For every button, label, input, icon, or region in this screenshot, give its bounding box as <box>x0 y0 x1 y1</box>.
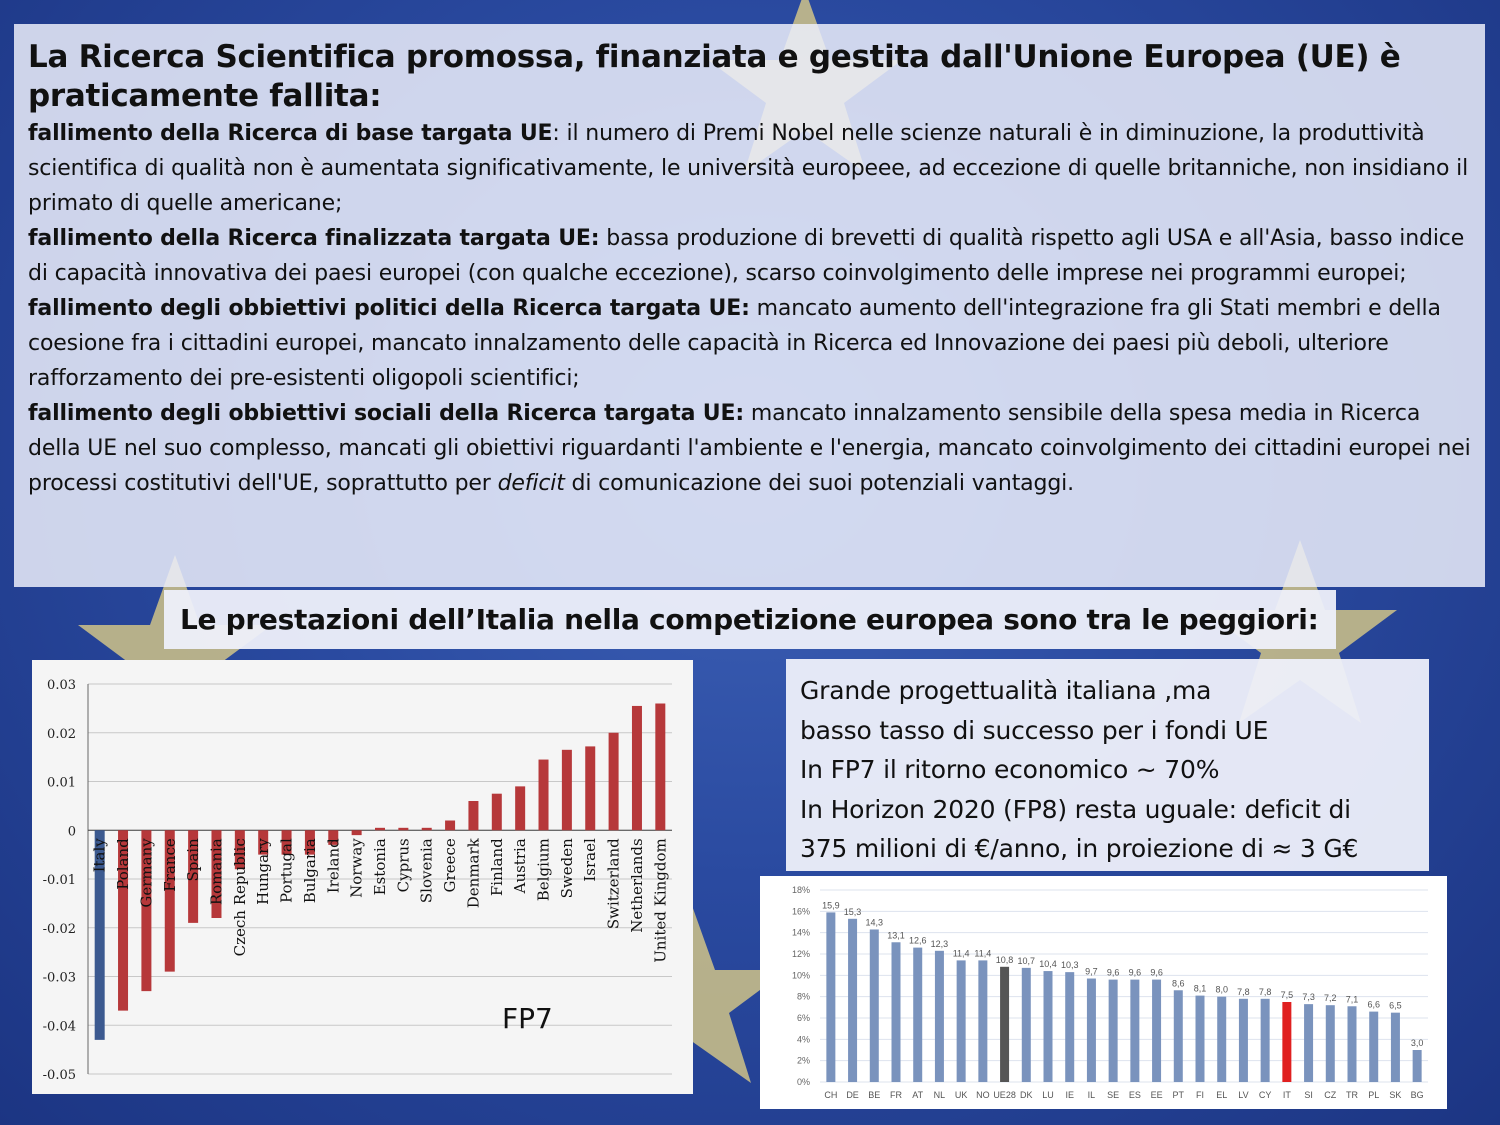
x-tick-label: Sweden <box>557 838 576 899</box>
bar <box>1000 967 1009 1082</box>
x-tick-label: CH <box>824 1090 838 1100</box>
value-label: 12,6 <box>908 935 927 946</box>
bar <box>1326 1005 1335 1082</box>
paragraph-body-end: di comunicazione dei suoi potenziali vantaggi. <box>564 471 1074 496</box>
paragraph-body: : il numero di Premi Nobel nelle scienze naturali è in diminuzione, la produttività scientifica di qualità non è aumentata significativamente, le università europeee, ad eccezione di quelle britanniche, non insidiano il primato di quelle americane; <box>28 121 1469 216</box>
bar <box>1369 1012 1378 1082</box>
paragraph-body: mancato aumento dell'integrazione fra gli Stati membri e della coesione fra i cittadini europei, mancato innalzamento delle capacità in Ricerca ed Innovazione dei paesi più deboli, ulteriore rafforzamento dei pre-esistenti oligopoli scientifici; <box>28 296 1441 391</box>
paragraph-body: mancato innalzamento sensibile della spesa media in Ricerca della UE nel suo complesso, mancati gli obiettivi riguardanti l'ambiente e l'energia, mancato coinvolgimento dei cittadini europei nei processi costitutivi dell'UE, soprattutto per <box>28 401 1471 496</box>
x-tick-label: Switzerland <box>604 838 623 930</box>
bar <box>913 948 922 1082</box>
x-tick-label: Israel <box>581 838 600 882</box>
bar <box>585 746 595 830</box>
y-tick-label: 2% <box>796 1055 810 1066</box>
bar <box>935 951 944 1082</box>
x-tick-label: NO <box>976 1090 990 1100</box>
y-tick-label: -0.02 <box>42 921 76 937</box>
bar <box>870 929 879 1082</box>
bar <box>1109 980 1118 1082</box>
x-tick-label: TR <box>1346 1090 1358 1100</box>
value-label: 7,8 <box>1237 986 1250 997</box>
x-tick-label: IT <box>1282 1090 1291 1100</box>
bar <box>562 750 572 830</box>
x-tick-label: Portugal <box>277 838 296 903</box>
value-label: 15,3 <box>843 906 862 917</box>
value-label: 10,3 <box>1060 960 1079 971</box>
value-label: 9,6 <box>1150 967 1163 978</box>
x-tick-label: Norway <box>347 838 366 898</box>
paragraph-lead: fallimento della Ricerca di base targata UE <box>28 121 553 146</box>
x-tick-label: UK <box>954 1090 968 1100</box>
x-tick-label: Austria <box>511 838 530 894</box>
bar <box>515 786 525 830</box>
y-tick-label: 14% <box>791 927 810 938</box>
x-tick-label: Netherlands <box>627 838 646 933</box>
y-tick-label: 18% <box>791 885 810 895</box>
x-tick-label: DE <box>846 1090 859 1100</box>
value-label: 6,6 <box>1367 999 1380 1010</box>
x-tick-label: EL <box>1216 1090 1228 1100</box>
value-label: 10,7 <box>1017 955 1036 966</box>
x-tick-label: CZ <box>1324 1090 1337 1100</box>
bar <box>848 919 857 1082</box>
x-tick-label: PL <box>1368 1090 1380 1100</box>
paragraph-applied-research <box>28 221 1471 291</box>
y-tick-label: 16% <box>791 906 810 917</box>
info-line: In FP7 il ritorno economico ~ 70% <box>800 755 1220 784</box>
value-label: 11,4 <box>974 948 992 959</box>
x-tick-label: Spain <box>184 838 203 882</box>
value-label: 13,1 <box>887 930 905 941</box>
bar <box>609 733 619 831</box>
bar <box>468 801 478 830</box>
x-tick-label: Romania <box>207 838 226 906</box>
x-tick-label: BE <box>868 1090 881 1100</box>
bar <box>1239 999 1248 1082</box>
y-tick-label: -0.03 <box>42 970 76 986</box>
y-tick-label: 0% <box>796 1077 810 1087</box>
bar <box>1348 1006 1357 1082</box>
paragraph-italic: deficit <box>497 471 565 496</box>
bar <box>1261 999 1270 1082</box>
fp7-chart-panel <box>32 660 693 1094</box>
paragraph-lead: fallimento della Ricerca finalizzata targata UE: <box>28 226 600 251</box>
bar <box>1152 980 1161 1082</box>
x-tick-label: Denmark <box>464 838 483 909</box>
x-tick-label: CY <box>1258 1090 1272 1100</box>
y-tick-label: 8% <box>796 991 810 1002</box>
value-label: 8,0 <box>1215 984 1228 995</box>
value-label: 9,7 <box>1085 966 1098 977</box>
x-tick-label: SE <box>1107 1090 1120 1100</box>
x-tick-label: PT <box>1172 1090 1185 1100</box>
x-tick-label: Estonia <box>371 838 389 896</box>
bar <box>492 794 502 831</box>
x-tick-label: Bulgaria <box>300 838 319 904</box>
main-heading: La Ricerca Scientifica promossa, finanziata e gestita dall'Unione Europea (UE) è praticamente fallita: <box>28 39 1401 114</box>
info-box <box>786 659 1429 871</box>
info-line: Grande progettualità italiana ,ma <box>800 676 1212 705</box>
x-tick-label: Poland <box>114 838 133 890</box>
bar <box>539 760 549 831</box>
x-tick-label: SI <box>1304 1090 1313 1100</box>
y-tick-label: 4% <box>796 1034 810 1045</box>
x-tick-label: DK <box>1020 1090 1033 1100</box>
y-tick-label: -0.01 <box>42 873 76 888</box>
value-label: 10,8 <box>995 954 1014 965</box>
x-tick-label: Finland <box>487 838 506 897</box>
summary-panel <box>14 24 1485 587</box>
x-tick-label: UE28 <box>993 1090 1016 1100</box>
x-tick-label: IL <box>1087 1090 1096 1100</box>
y-tick-label: 0 <box>67 824 76 840</box>
value-label: 7,2 <box>1324 993 1337 1004</box>
x-tick-label: SK <box>1389 1090 1402 1100</box>
bar <box>1065 972 1074 1082</box>
bar <box>445 821 455 831</box>
y-tick-label: -0.04 <box>42 1019 76 1035</box>
x-tick-label: FI <box>1196 1090 1204 1100</box>
x-tick-label: Slovenia <box>417 838 436 904</box>
y-tick-label: 6% <box>796 1013 810 1023</box>
value-label: 9,6 <box>1106 967 1120 978</box>
info-line: basso tasso di successo per i fondi UE <box>800 715 1269 745</box>
subtitle-box <box>164 590 1336 649</box>
bar <box>398 828 408 830</box>
value-label: 10,4 <box>1039 959 1057 970</box>
paragraph-body: bassa produzione di brevetti di qualità rispetto agli USA e all'Asia, basso indice di capacità innovativa dei paesi europei (con qualche eccezione), scarso coinvolgimento delle imprese nei programmi europei; <box>28 226 1465 286</box>
y-tick-label: -0.05 <box>42 1068 76 1083</box>
paragraph-lead: fallimento degli obbiettivi sociali della Ricerca targata UE: <box>28 401 745 426</box>
h2020-chart-panel <box>760 876 1447 1109</box>
value-label: 7,8 <box>1258 986 1272 997</box>
paragraph-social-goals <box>28 396 1471 501</box>
bar <box>632 706 642 830</box>
x-tick-label: Ireland <box>324 838 343 894</box>
bar <box>957 960 966 1082</box>
y-tick-label: 0.02 <box>47 726 76 742</box>
bar <box>422 828 432 830</box>
y-tick-label: 0.03 <box>47 678 76 693</box>
value-label: 8,6 <box>1172 978 1185 989</box>
h2020-success-rate-chart <box>760 876 1447 1109</box>
bar <box>1217 997 1226 1082</box>
value-label: 7,3 <box>1302 992 1315 1003</box>
value-label: 9,6 <box>1128 967 1142 978</box>
bar <box>1196 996 1205 1082</box>
x-tick-label: France <box>160 838 179 892</box>
bar <box>1174 990 1183 1082</box>
info-line: 375 milioni di €/anno, in proiezione di ≈ 3 G€ <box>800 834 1359 863</box>
bar <box>892 942 901 1082</box>
bar <box>1022 968 1031 1082</box>
bar <box>978 960 987 1082</box>
x-tick-label: LV <box>1238 1090 1249 1100</box>
x-tick-label: Czech Republic <box>230 838 249 957</box>
x-tick-label: Greece <box>441 838 460 893</box>
bar <box>1304 1004 1313 1082</box>
x-tick-label: United Kingdom <box>651 838 670 963</box>
bar <box>1044 971 1053 1082</box>
value-label: 7,1 <box>1345 994 1359 1005</box>
bar <box>1282 1002 1291 1082</box>
fp7-chart <box>32 660 693 1094</box>
value-label: 14,3 <box>865 917 884 928</box>
bar <box>1130 980 1139 1082</box>
value-label: 7,5 <box>1280 990 1294 1000</box>
x-tick-label: LU <box>1042 1090 1054 1100</box>
x-tick-label: Belgium <box>534 838 553 902</box>
chart-annotation: FP7 <box>502 1002 553 1035</box>
x-tick-label: NL <box>933 1090 946 1100</box>
x-tick-label: BG <box>1410 1090 1424 1100</box>
x-tick-label: Hungary <box>254 838 273 905</box>
bar <box>1391 1013 1400 1082</box>
info-line: In Horizon 2020 (FP8) resta uguale: deficit di <box>800 794 1351 824</box>
x-tick-label: AT <box>912 1090 924 1100</box>
x-tick-label: Cyprus <box>394 838 413 893</box>
bar <box>352 830 362 835</box>
value-label: 15,9 <box>822 900 840 911</box>
paragraph-political-goals <box>28 291 1471 396</box>
bar <box>655 704 665 831</box>
y-tick-label: 10% <box>791 970 810 981</box>
bar <box>1413 1050 1422 1082</box>
value-label: 8,1 <box>1193 983 1207 994</box>
bar <box>375 828 385 830</box>
paragraph-lead: fallimento degli obbiettivi politici della Ricerca targata UE: <box>28 296 750 321</box>
paragraph-basic-research <box>28 116 1471 221</box>
value-label: 11,4 <box>952 948 970 959</box>
x-tick-label: ES <box>1128 1090 1141 1100</box>
y-tick-label: 0.01 <box>47 775 76 791</box>
y-tick-label: 12% <box>791 949 810 959</box>
bar <box>826 912 835 1082</box>
subtitle: Le prestazioni dell’Italia nella competizione europea sono tra le peggiori: <box>180 603 1319 636</box>
x-tick-label: Italy <box>90 838 109 873</box>
value-label: 12,3 <box>930 938 949 949</box>
x-tick-label: EE <box>1150 1090 1163 1100</box>
x-tick-label: Germany <box>137 838 156 908</box>
x-tick-label: FR <box>890 1090 902 1100</box>
x-tick-label: IE <box>1065 1090 1074 1100</box>
value-label: 6,5 <box>1389 1000 1402 1011</box>
value-label: 3,0 <box>1410 1038 1424 1048</box>
bar <box>1087 979 1096 1082</box>
